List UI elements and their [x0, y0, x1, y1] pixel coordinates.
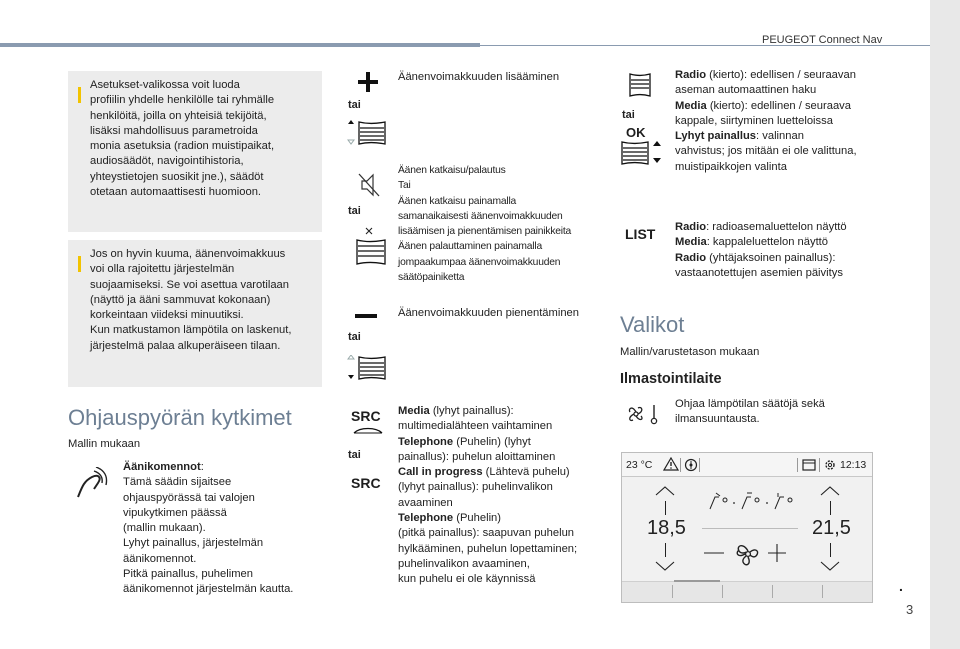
minus-icon — [355, 314, 377, 319]
media-icon — [802, 458, 816, 472]
clock: 12:13 — [840, 459, 867, 471]
settings-icon — [823, 458, 837, 472]
climate-text: Ohjaa lämpötilan säätöjä sekä ilmansuuntausta. — [675, 398, 825, 426]
voice-command-text: Äänikomennot: Tämä säädin sijaitsee ohjauspyörässä tai valojen vipukytkimen päässä (mallin mukaan). Lyhyt painallus, järjestelmän äänikomennot. Pitkä painallus, puhelimen äänikomennot järjestelmän kautta. — [123, 461, 294, 596]
left-temp-bar — [665, 543, 666, 557]
side-bar — [930, 0, 960, 649]
tab-divider — [772, 585, 773, 598]
climate-heading: Ilmastointilaite — [620, 371, 722, 387]
menus-subtitle: Mallin/varustetason mukaan — [620, 346, 760, 358]
voice-command-title: Äänikomennot — [123, 461, 201, 473]
air-distribution-icons[interactable] — [707, 491, 797, 511]
wheel-press-icon — [353, 226, 387, 266]
section-mark: . — [899, 578, 903, 594]
climate-icon — [626, 403, 660, 425]
or-label: tai — [348, 331, 361, 343]
volume-down-text: Äänenvoimakkuuden pienentäminen — [398, 307, 579, 319]
note-heat-text: Jos on hyvin kuuma, äänenvoimakkuus voi olla rajoitettu järjestelmän suojaamiseksi. Se voi asettua varotilaan (näyttö ja ääni sammuvat kokonaan) korkeintaan viideksi minuutiksi. Kun matkustamon lämpötila on laskenut, järjestelmä palaa alkuperäiseen tilaan. — [90, 248, 292, 352]
right-temp-bar — [830, 543, 831, 557]
page-number: 3 — [906, 602, 914, 617]
menus-heading: Valikot — [620, 312, 685, 337]
outside-temp: 23 °C — [626, 459, 653, 471]
ok-button-label: OK — [626, 125, 646, 140]
warning-icon — [663, 457, 679, 471]
or-label: tai — [622, 109, 635, 121]
src-button-label-2: SRC — [351, 475, 381, 491]
right-temp-bar — [830, 501, 831, 515]
wheel-rotary-icon — [628, 72, 652, 98]
or-label: tai — [348, 99, 361, 111]
fan-plus-icon[interactable] — [768, 544, 786, 562]
fan-minus-icon[interactable] — [704, 551, 724, 555]
left-temp-bar — [665, 501, 666, 515]
section-heading: Ohjauspyörän kytkimet — [68, 405, 292, 430]
src-rocker-icon — [352, 425, 384, 435]
screen-divider — [699, 458, 700, 472]
right-temp-down-icon[interactable] — [820, 561, 840, 571]
screen-divider — [797, 458, 798, 472]
header-brand: PEUGEOT Connect Nav — [762, 34, 883, 46]
section-subtitle: Mallin mukaan — [68, 438, 141, 450]
tab-divider — [722, 585, 723, 598]
ok-wheel-icon — [620, 140, 666, 166]
list-button-label: LIST — [625, 226, 656, 242]
note-profiles-text: Asetukset-valikossa voit luoda profiilin yhdelle henkilölle tai ryhmälle henkilöitä, joilla on yhteisiä tekijöitä, lisäksi mahdollisuus parametroida monia asetuksia (radion muistipaikat, audiosäädöt, navigointihistoria, yhteystietojen suosikit jne.), säädöt otetaan automaattisesti huomioon. — [90, 79, 275, 199]
screen-separator — [702, 528, 798, 529]
wheel-up-icon — [345, 120, 387, 146]
mute-text: Äänen katkaisu/palautus Tai Äänen katkaisu painamalla samanaikaisesti äänenvoimakkuuden lisäämisen ja pienentämisen painikkeita Äänen palauttaminen painamalla jompaakumpaa äänenvoimakkuuden säätöpainiketta — [398, 165, 572, 284]
left-temp-value: 18,5 — [647, 517, 686, 539]
list-text: Radio: radioasemaluettelon näyttö Media: kappaleluettelon näyttö Radio (yhtäjaksoinen painallus): vastaanotettujen asemien päivitys — [675, 221, 847, 279]
left-temp-up-icon[interactable] — [655, 486, 675, 496]
ok-text: Radio (kierto): edellisen / seuraavan aseman automaattinen haku Media (kierto): edellinen / seuraava kappale, siirtyminen luetteloissa Lyhyt painallus: valinnan vahvistus; jos mitään ei ole valittuna, muistipaikkojen valinta — [675, 69, 857, 173]
volume-up-text: Äänenvoimakkuuden lisääminen — [398, 71, 560, 83]
climate-screen — [621, 452, 873, 603]
left-temp-down-icon[interactable] — [655, 561, 675, 571]
note-heat — [68, 240, 322, 387]
voice-command-icon — [72, 467, 112, 501]
or-label: tai — [348, 205, 361, 217]
tab-divider — [672, 585, 673, 598]
note-profiles — [68, 71, 322, 232]
connection-icon — [684, 458, 698, 472]
mute-icon — [358, 173, 380, 197]
fan-icon — [734, 541, 762, 567]
active-tab-indicator — [674, 580, 720, 582]
right-temp-value: 21,5 — [812, 517, 851, 539]
header-rule — [0, 43, 480, 47]
src-button-label: SRC — [351, 408, 381, 424]
src-text: Media (lyhyt painallus): multimedialähteen vaihtaminen Telephone (Puhelin) (lyhyt painallus): puhelun aloittaminen Call in progress (Lähtevä puhelu) (lyhyt painallus): puhelinvalikon avaaminen Telephone (Puhelin) (pitkä painallus): saapuvan puhelun hylkääminen, puhelun lopettaminen; puhelinvalikon avaaminen, kun puhelu ei ole käynnissä — [398, 405, 578, 586]
note-accent — [78, 256, 81, 272]
tab-divider — [822, 585, 823, 598]
note-accent — [78, 87, 81, 103]
or-label: tai — [348, 449, 361, 461]
plus-icon — [358, 72, 378, 92]
wheel-down-icon — [345, 355, 387, 381]
screen-bottom-bar — [622, 581, 872, 602]
right-temp-up-icon[interactable] — [820, 486, 840, 496]
screen-divider — [819, 458, 820, 472]
screen-divider — [680, 458, 681, 472]
